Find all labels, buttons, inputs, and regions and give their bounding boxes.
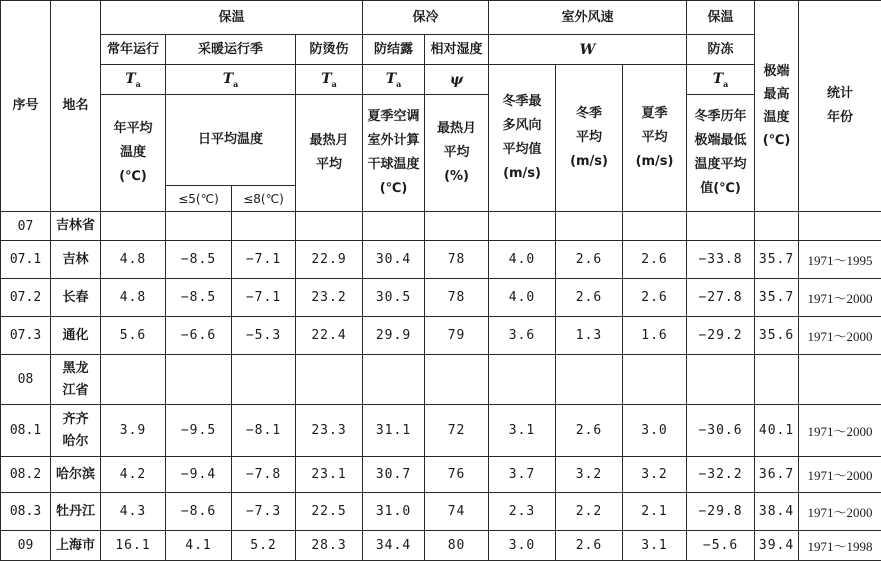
cell-extreme-max: 40.1	[755, 405, 799, 457]
cell-winter-most-dir	[489, 212, 556, 241]
row-name: 齐齐 哈尔	[51, 405, 101, 457]
cell-le8: −7.8	[232, 457, 296, 493]
cell-summer-avg: 2.6	[623, 279, 687, 317]
row-seq: 07.2	[1, 279, 51, 317]
cell-winter-avg: 2.2	[556, 493, 623, 531]
cell-winter-avg: 2.6	[556, 405, 623, 457]
header-summer-avg: 夏季 平均 (m/s)	[623, 65, 687, 212]
header-row-purposes	[1, 35, 881, 65]
cell-hottest-avg: 23.1	[296, 457, 363, 493]
row-seq: 07.1	[1, 241, 51, 279]
row-name: 通化	[51, 317, 101, 355]
cell-summer-avg: 3.1	[623, 531, 687, 561]
table-row	[1, 317, 881, 355]
cell-rel-humidity: 74	[425, 493, 489, 531]
cell-extreme-max: 35.7	[755, 279, 799, 317]
table-row	[1, 493, 881, 531]
cell-le5: −9.4	[166, 457, 232, 493]
header-row-desc-1	[1, 95, 881, 125]
symbol-phi: ψ	[425, 65, 489, 95]
cell-annual-avg: 3.9	[101, 405, 166, 457]
header-row-groups	[1, 1, 881, 35]
cell-summer-avg: 3.0	[623, 405, 687, 457]
row-name: 上海市	[51, 531, 101, 561]
header-group-insulation: 保温	[101, 1, 363, 35]
cell-summer-avg: 2.6	[623, 241, 687, 279]
cell-hottest-avg	[296, 355, 363, 405]
cell-hottest-avg: 22.5	[296, 493, 363, 531]
cell-rel-humidity: 78	[425, 241, 489, 279]
cell-annual-avg	[101, 212, 166, 241]
cell-le8: 5.2	[232, 531, 296, 561]
cell-stat-years	[799, 355, 881, 405]
table-row	[1, 457, 881, 493]
cell-winter-extreme-min: −32.2	[687, 457, 755, 493]
cell-stat-years	[799, 212, 881, 241]
cell-le5	[166, 355, 232, 405]
cell-summer-avg	[623, 355, 687, 405]
cell-rel-humidity: 76	[425, 457, 489, 493]
cell-winter-extreme-min	[687, 355, 755, 405]
header-hottest-rh: 最热月 平均 (%)	[425, 95, 489, 212]
header-hottest-avg: 最热月 平均	[296, 95, 363, 212]
cell-summer-avg: 3.2	[623, 457, 687, 493]
cell-winter-most-dir: 3.0	[489, 531, 556, 561]
cell-winter-avg: 2.6	[556, 279, 623, 317]
row-seq: 08.3	[1, 493, 51, 531]
cell-winter-most-dir: 2.3	[489, 493, 556, 531]
cell-extreme-max: 35.7	[755, 241, 799, 279]
cell-winter-avg: 2.6	[556, 531, 623, 561]
symbol-ta-annual: $T_a$	[101, 65, 166, 95]
cell-hottest-avg: 22.9	[296, 241, 363, 279]
cell-extreme-max	[755, 212, 799, 241]
header-le8: ≤8(℃)	[232, 186, 296, 212]
cell-annual-avg: 4.8	[101, 241, 166, 279]
header-summer-ac: 夏季空调 室外计算 干球温度 (℃)	[363, 95, 425, 212]
cell-winter-most-dir: 4.0	[489, 241, 556, 279]
cell-winter-most-dir: 3.6	[489, 317, 556, 355]
header-heating-season: 采暖运行季	[166, 35, 296, 65]
cell-winter-extreme-min: −5.6	[687, 531, 755, 561]
cell-le5: −8.5	[166, 279, 232, 317]
cell-extreme-max: 39.4	[755, 531, 799, 561]
cell-stat-years: 1971～2000	[799, 317, 881, 355]
cell-rel-humidity: 80	[425, 531, 489, 561]
row-seq: 08	[1, 355, 51, 405]
header-anti-condense: 防结露	[363, 35, 425, 65]
cell-summer-avg	[623, 212, 687, 241]
header-winter-extreme-min: 冬季历年 极端最低 温度平均 值(℃)	[687, 95, 755, 212]
row-seq: 08.2	[1, 457, 51, 493]
row-name: 长春	[51, 279, 101, 317]
cell-hottest-avg: 22.4	[296, 317, 363, 355]
row-name: 哈尔滨	[51, 457, 101, 493]
cell-stat-years: 1971～2000	[799, 457, 881, 493]
cell-hottest-avg: 28.3	[296, 531, 363, 561]
header-winter-most-dir: 冬季最 多风向 平均值 (m/s)	[489, 65, 556, 212]
row-name: 吉林省	[51, 212, 101, 241]
row-name: 牡丹江	[51, 493, 101, 531]
cell-annual-avg	[101, 355, 166, 405]
cell-extreme-max: 35.6	[755, 317, 799, 355]
cell-annual-avg: 5.6	[101, 317, 166, 355]
cell-le5: −6.6	[166, 317, 232, 355]
cell-le5: −8.5	[166, 241, 232, 279]
cell-rel-humidity	[425, 355, 489, 405]
cell-hottest-avg	[296, 212, 363, 241]
cell-annual-avg: 16.1	[101, 531, 166, 561]
cell-winter-most-dir	[489, 355, 556, 405]
cell-le8	[232, 212, 296, 241]
cell-annual-avg: 4.3	[101, 493, 166, 531]
header-winter-avg: 冬季 平均 (m/s)	[556, 65, 623, 212]
cell-summer-ac: 30.5	[363, 279, 425, 317]
cell-le8	[232, 355, 296, 405]
symbol-ta-condense: $T_a$	[363, 65, 425, 95]
cell-winter-avg	[556, 355, 623, 405]
cell-le5	[166, 212, 232, 241]
cell-winter-extreme-min: −27.8	[687, 279, 755, 317]
header-extreme-max: 极端 最高 温度 (℃)	[755, 1, 799, 212]
cell-hottest-avg: 23.3	[296, 405, 363, 457]
cell-stat-years: 1971～1998	[799, 531, 881, 561]
row-seq: 09	[1, 531, 51, 561]
table-row	[1, 279, 881, 317]
row-seq: 08.1	[1, 405, 51, 457]
symbol-ta-scald: $T_a$	[296, 65, 363, 95]
cell-le5: −9.5	[166, 405, 232, 457]
symbol-ta-freeze: $T_a$	[687, 65, 755, 95]
cell-hottest-avg: 23.2	[296, 279, 363, 317]
table-row	[1, 241, 881, 279]
cell-le5: −8.6	[166, 493, 232, 531]
cell-extreme-max	[755, 355, 799, 405]
header-annual-avg: 年平均 温度 (℃)	[101, 95, 166, 212]
header-group-wind: 室外风速	[489, 1, 687, 35]
header-rel-humidity: 相对湿度	[425, 35, 489, 65]
cell-rel-humidity: 78	[425, 279, 489, 317]
cell-summer-ac: 29.9	[363, 317, 425, 355]
cell-extreme-max: 36.7	[755, 457, 799, 493]
header-le5: ≤5(℃)	[166, 186, 232, 212]
header-anti-freeze: 防冻	[687, 35, 755, 65]
cell-summer-ac	[363, 212, 425, 241]
cell-winter-avg	[556, 212, 623, 241]
cell-summer-ac: 30.7	[363, 457, 425, 493]
cell-summer-ac: 30.4	[363, 241, 425, 279]
cell-winter-avg: 2.6	[556, 241, 623, 279]
cell-winter-extreme-min: −30.6	[687, 405, 755, 457]
header-seq: 序号	[1, 1, 51, 212]
cell-summer-ac: 31.0	[363, 493, 425, 531]
header-wind-symbol: W	[489, 35, 687, 65]
cell-annual-avg: 4.8	[101, 279, 166, 317]
header-daily-avg: 日平均温度	[166, 95, 296, 186]
header-group-insulation-2: 保温	[687, 1, 755, 35]
cell-summer-avg: 1.6	[623, 317, 687, 355]
cell-winter-most-dir: 4.0	[489, 279, 556, 317]
cell-stat-years: 1971～2000	[799, 493, 881, 531]
header-row-symbols	[1, 65, 881, 95]
cell-winter-avg: 3.2	[556, 457, 623, 493]
cell-winter-avg: 1.3	[556, 317, 623, 355]
header-name: 地名	[51, 1, 101, 212]
cell-winter-most-dir: 3.1	[489, 405, 556, 457]
header-stat-years: 统计 年份	[799, 1, 881, 212]
cell-rel-humidity: 72	[425, 405, 489, 457]
row-name: 黑龙 江省	[51, 355, 101, 405]
row-name: 吉林	[51, 241, 101, 279]
cell-le8: −7.3	[232, 493, 296, 531]
cell-stat-years: 1971～2000	[799, 279, 881, 317]
table-row	[1, 531, 881, 561]
cell-winter-extreme-min: −29.8	[687, 493, 755, 531]
header-anti-scald: 防烫伤	[296, 35, 363, 65]
symbol-ta-heating: $T_a$	[166, 65, 296, 95]
row-seq: 07.3	[1, 317, 51, 355]
table-row	[1, 405, 881, 457]
header-annual-run: 常年运行	[101, 35, 166, 65]
cell-rel-humidity	[425, 212, 489, 241]
cell-stat-years: 1971～2000	[799, 405, 881, 457]
cell-stat-years: 1971～1995	[799, 241, 881, 279]
cell-winter-most-dir: 3.7	[489, 457, 556, 493]
cell-summer-ac: 31.1	[363, 405, 425, 457]
header-group-cooling: 保冷	[363, 1, 489, 35]
table-row-region	[1, 212, 881, 241]
cell-summer-avg: 2.1	[623, 493, 687, 531]
cell-annual-avg: 4.2	[101, 457, 166, 493]
cell-rel-humidity: 79	[425, 317, 489, 355]
cell-winter-extreme-min: −33.8	[687, 241, 755, 279]
cell-winter-extreme-min: −29.2	[687, 317, 755, 355]
cell-le8: −7.1	[232, 279, 296, 317]
cell-winter-extreme-min	[687, 212, 755, 241]
cell-le8: −5.3	[232, 317, 296, 355]
cell-extreme-max: 38.4	[755, 493, 799, 531]
cell-le8: −8.1	[232, 405, 296, 457]
cell-le8: −7.1	[232, 241, 296, 279]
row-seq: 07	[1, 212, 51, 241]
cell-summer-ac: 34.4	[363, 531, 425, 561]
cell-le5: 4.1	[166, 531, 232, 561]
table-row-region	[1, 355, 881, 405]
cell-summer-ac	[363, 355, 425, 405]
